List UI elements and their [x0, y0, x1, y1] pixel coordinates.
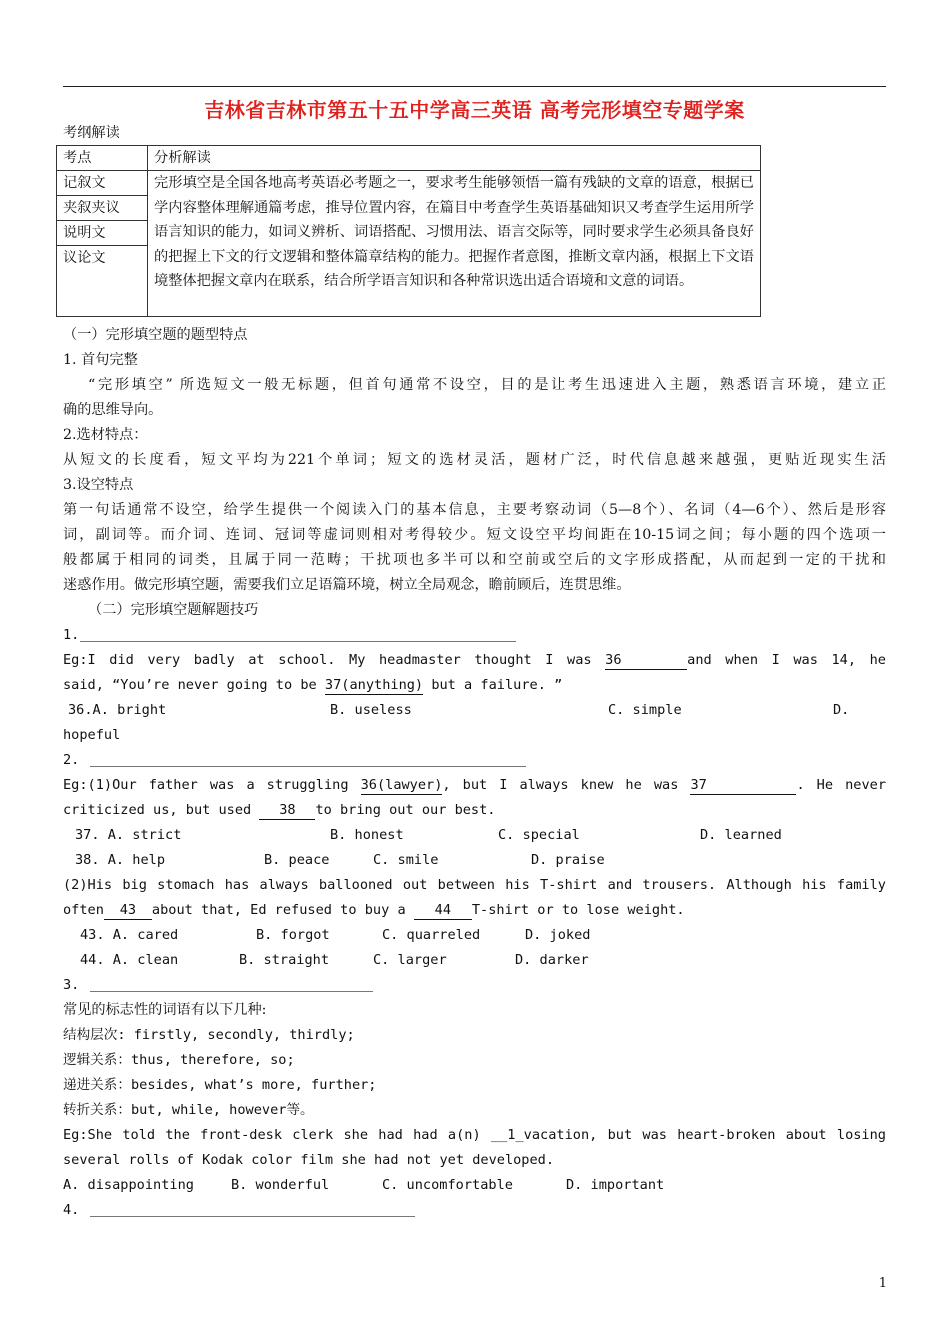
paragraph-line: 迷惑作用。做完形填空题，需要我们立足语篇环境，树立全局观念，瞻前顾后，连贯思维。 — [63, 577, 631, 593]
option: C. larger — [373, 952, 447, 968]
option: B. honest — [330, 827, 404, 843]
option: D. praise — [531, 852, 605, 868]
kaogang-label: 考纲解读 — [63, 125, 120, 141]
syllabus-table — [56, 145, 761, 317]
option: C. uncomfortable — [382, 1177, 513, 1193]
option: C. special — [498, 827, 580, 843]
option: D. darker — [515, 952, 589, 968]
paragraph-line: 第一句话通常不设空，给学生提供一个阅读入门的基本信息，主要考察动词（5—8个）、名词（4—6个）、然后是形容 — [63, 502, 886, 518]
example-line: several rolls of Kodak color film she had not yet developed. — [63, 1152, 555, 1168]
example-line: criticized us, but used 38 to bring out our best. — [63, 802, 496, 818]
paragraph-line: 确的思维导向。 — [63, 402, 163, 418]
option: B. wonderful — [231, 1177, 330, 1193]
table-cell-type: 说明文 — [57, 221, 148, 246]
option: 37. A. strict — [75, 827, 182, 843]
option: C. quarreled — [382, 927, 481, 943]
fill-in-line[interactable] — [90, 766, 526, 767]
example-line: often 43 about that, Ed refused to buy a 44 T-shirt or to lose weight. — [63, 902, 685, 918]
option: 36.A. bright — [68, 702, 167, 718]
section-heading: （一）完形填空题的题型特点 — [63, 327, 248, 343]
option: C. simple — [608, 702, 682, 718]
option: B. useless — [330, 702, 412, 718]
example-line: Eg:I did very badly at school. My headmaster thought I was 36 and when I was 14, he — [63, 652, 886, 668]
example-line: (2)His big stomach has always ballooned out between his T-shirt and trousers. Although his family — [63, 877, 886, 893]
paragraph-line: 词，副词等。而介词、连词、冠词等虚词则相对考得较少。短文设空平均间距在10-15词之间；每小题的四个选项一 — [63, 527, 886, 543]
marker-intro: 常见的标志性的词语有以下几种: — [63, 1002, 267, 1018]
section-heading: （二）完形填空题解题技巧 — [88, 602, 259, 618]
fill-in-line[interactable] — [90, 1216, 415, 1217]
item-number: 3. — [63, 977, 80, 993]
option: 38. A. help — [75, 852, 166, 868]
paragraph-line: “完形填空” 所选短文一般无标题，但首句通常不设空，目的是让考生迅速进入主题，熟悉语言环境，建立正 — [88, 377, 886, 393]
fill-in-line[interactable] — [90, 991, 373, 992]
paragraph-line: 从短文的长度看，短文平均为221个单词；短文的选材灵活，题材广泛，时代信息越来越强，更贴近现实生活 — [63, 452, 886, 468]
marker-item: 转折关系：but, while, however等。 — [63, 1102, 314, 1118]
example-line: Eg:(1)Our father was a struggling 36(lawyer), but I always knew he was 37 . He never — [63, 777, 887, 793]
option: hopeful — [63, 727, 121, 743]
page-title: 吉林省吉林市第五十五中学高三英语 高考完形填空专题学案 — [204, 98, 745, 122]
header-rule — [63, 86, 886, 87]
item-number: 1. — [63, 627, 80, 643]
option: C. smile — [373, 852, 439, 868]
table-header-cell: 分析解读 — [148, 146, 761, 171]
option: D. joked — [525, 927, 591, 943]
page-number: 1 — [878, 1276, 887, 1291]
option: D. learned — [700, 827, 782, 843]
fill-in-line[interactable] — [80, 641, 516, 642]
option: 43. A. cared — [80, 927, 179, 943]
option: D. important — [566, 1177, 665, 1193]
subheading: 3.设空特点 — [63, 477, 134, 493]
table-header-cell: 考点 — [57, 146, 148, 171]
table-cell-analysis: 完形填空是全国各地高考英语必考题之一，要求考生能够领悟一篇有残缺的文章的语意，根据已学内容整体理解通篇考虑，推导位置内容，在篇目中考查学生英语基础知识又考查学生运用所学语言知识的能力，如词义辨析、词语搭配、习惯用法、语言交际等，同时要求学生必须具备良好的把握上下文的行文逻辑和整体篇章结构的能力。把握作者意图，推断文章内涵，根据上下文语境整体把握文章内在联系，结合所学语言知识和各种常识选出适合语境和文意的词语。 — [148, 171, 761, 317]
example-line: said, “You’re never going to be 37(anything) but a failure. ” — [63, 677, 563, 693]
item-number: 4. — [63, 1202, 80, 1218]
option: 44. A. clean — [80, 952, 179, 968]
table-cell-type: 夹叙夹议 — [57, 196, 148, 221]
option: B. straight — [239, 952, 330, 968]
subheading: 1. 首句完整 — [63, 352, 138, 368]
option: A. disappointing — [63, 1177, 194, 1193]
marker-item: 结构层次: firstly, secondly, thirdly; — [63, 1027, 355, 1043]
item-number: 2. — [63, 752, 80, 768]
option: B. forgot — [256, 927, 330, 943]
marker-item: 递进关系：besides, what’s more, further; — [63, 1077, 377, 1093]
subheading: 2.选材特点： — [63, 427, 148, 443]
example-line: Eg:She told the front-desk clerk she had had a(n) __1_vacation, but was heart-broken about losing — [63, 1127, 886, 1143]
paragraph-line: 般都属于相同的词类，且属于同一范畴；干扰项也多半可以和空前或空后的文字形成搭配，从而起到一定的干扰和 — [63, 552, 886, 568]
table-cell-type: 议论文 — [57, 246, 148, 317]
option: B. peace — [264, 852, 330, 868]
marker-item: 逻辑关系：thus, therefore, so; — [63, 1052, 295, 1068]
table-cell-type: 记叙文 — [57, 171, 148, 196]
option: D. — [833, 702, 850, 718]
